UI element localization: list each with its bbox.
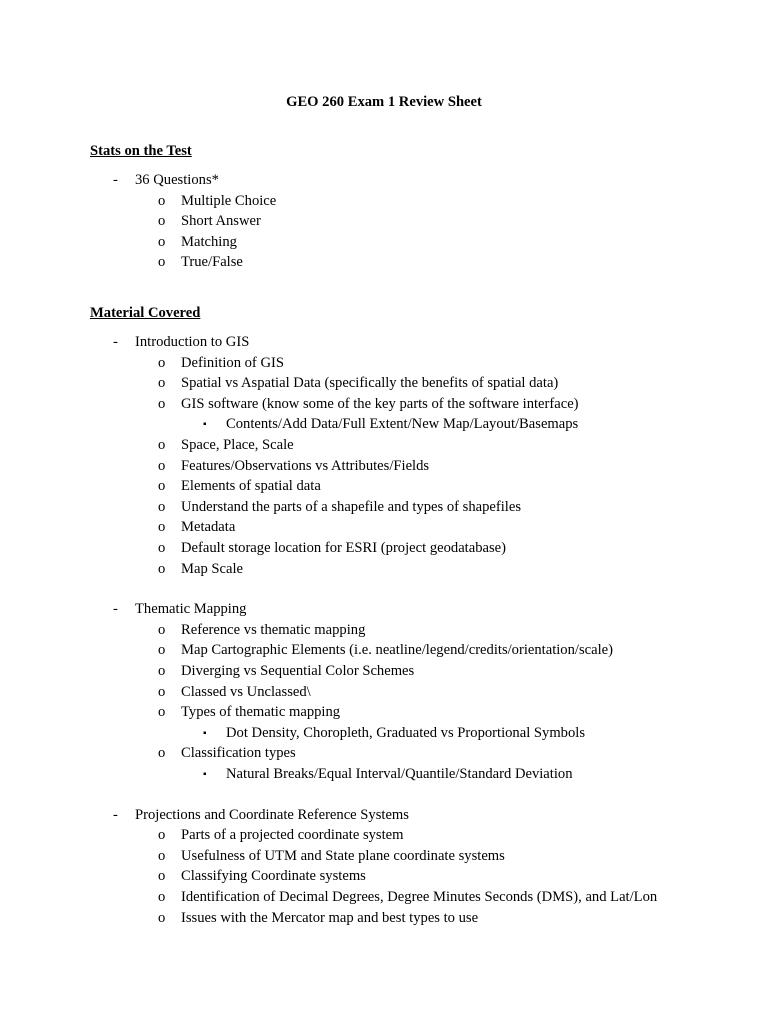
list-item-text: True/False xyxy=(181,254,243,271)
list-item-text: Short Answer xyxy=(181,213,261,230)
bullet-marker: o xyxy=(158,437,166,453)
bullet-marker: o xyxy=(158,889,166,905)
bullet-marker: o xyxy=(158,642,166,659)
bullet-marker: ▪ xyxy=(203,419,207,431)
list-item-text: Natural Breaks/Equal Interval/Quantile/Standard Deviation xyxy=(226,766,573,782)
list-item-text: Classification types xyxy=(181,745,296,762)
bullet-marker: - xyxy=(113,334,118,350)
list-item-text: Classifying Coordinate systems xyxy=(181,868,366,885)
list-item-text: Classed vs Unclassed\ xyxy=(181,683,311,700)
bullet-marker: o xyxy=(158,213,166,230)
bullet-marker: o xyxy=(158,519,166,536)
list-item-text: Reference vs thematic mapping xyxy=(181,621,366,638)
bullet-marker: o xyxy=(158,192,166,209)
list-item-text: Spatial vs Aspatial Data (specifically the benefits of spatial data) xyxy=(181,375,559,392)
list-item-text: GIS software (know some of the key parts of the software interface) xyxy=(181,395,579,412)
bullet-marker: o xyxy=(158,233,166,250)
list-item-text: Thematic Mapping xyxy=(135,601,247,618)
list-item-text: Map Cartographic Elements (i.e. neatline/legend/credits/orientation/scale) xyxy=(181,642,613,659)
list-item-text: Types of thematic mapping xyxy=(181,704,341,721)
section-heading: Material Covered xyxy=(90,305,201,321)
list-item-text: Multiple Choice xyxy=(181,192,277,209)
bullet-marker: o xyxy=(158,663,166,679)
list-item-text: Default storage location for ESRI (project geodatabase) xyxy=(181,540,506,556)
bullet-marker: o xyxy=(158,254,166,271)
bullet-marker: - xyxy=(113,806,118,823)
list-item-text: Contents/Add Data/Full Extent/New Map/Layout/Basemaps xyxy=(226,416,579,433)
bullet-marker: ▪ xyxy=(203,727,207,739)
list-item-text: 36 Questions* xyxy=(135,172,219,188)
list-item-text: Understand the parts of a shapefile and types of shapefiles xyxy=(181,498,522,515)
list-item-text: Matching xyxy=(181,233,237,250)
bullet-marker: o xyxy=(158,354,166,371)
document-title: GEO 260 Exam 1 Review Sheet xyxy=(286,94,482,110)
list-item-text: Issues with the Mercator map and best types to use xyxy=(181,909,479,926)
bullet-marker: o xyxy=(158,375,166,392)
bullet-marker: o xyxy=(158,909,166,926)
list-item-text: Dot Density, Choropleth, Graduated vs Proportional Symbols xyxy=(226,724,586,741)
bullet-marker: o xyxy=(158,540,166,556)
list-item-text: Elements of spatial data xyxy=(181,478,321,495)
bullet-marker: o xyxy=(158,827,166,844)
bullet-marker: ▪ xyxy=(203,769,207,780)
list-item-text: Projections and Coordinate Reference Systems xyxy=(135,806,409,823)
bullet-marker: - xyxy=(113,172,118,188)
bullet-marker: o xyxy=(158,704,166,721)
bullet-marker: o xyxy=(158,621,166,638)
list-item-text: Metadata xyxy=(181,519,236,536)
list-item-text: Map Scale xyxy=(181,560,244,577)
bullet-marker: o xyxy=(158,847,166,864)
list-item-text: Introduction to GIS xyxy=(135,334,250,350)
bullet-marker: o xyxy=(158,868,166,885)
list-item-text: Usefulness of UTM and State plane coordinate systems xyxy=(181,847,505,864)
list-item-text: Definition of GIS xyxy=(181,354,284,371)
bullet-marker: o xyxy=(158,395,166,412)
list-item-text: Parts of a projected coordinate system xyxy=(181,827,404,844)
list-item-text: Diverging vs Sequential Color Schemes xyxy=(181,663,415,679)
list-item-text: Identification of Decimal Degrees, Degree Minutes Seconds (DMS), and Lat/Lon xyxy=(181,889,658,905)
section-heading: Stats on the Test xyxy=(90,143,192,159)
list-item-text: Space, Place, Scale xyxy=(181,437,294,453)
bullet-marker: o xyxy=(158,498,166,515)
bullet-marker: o xyxy=(158,478,166,495)
list-item-text: Features/Observations vs Attributes/Fields xyxy=(181,457,430,474)
bullet-marker: o xyxy=(158,745,166,762)
bullet-marker: o xyxy=(158,683,166,700)
bullet-marker: o xyxy=(158,560,166,577)
bullet-marker: - xyxy=(113,601,118,618)
bullet-marker: o xyxy=(158,457,166,474)
